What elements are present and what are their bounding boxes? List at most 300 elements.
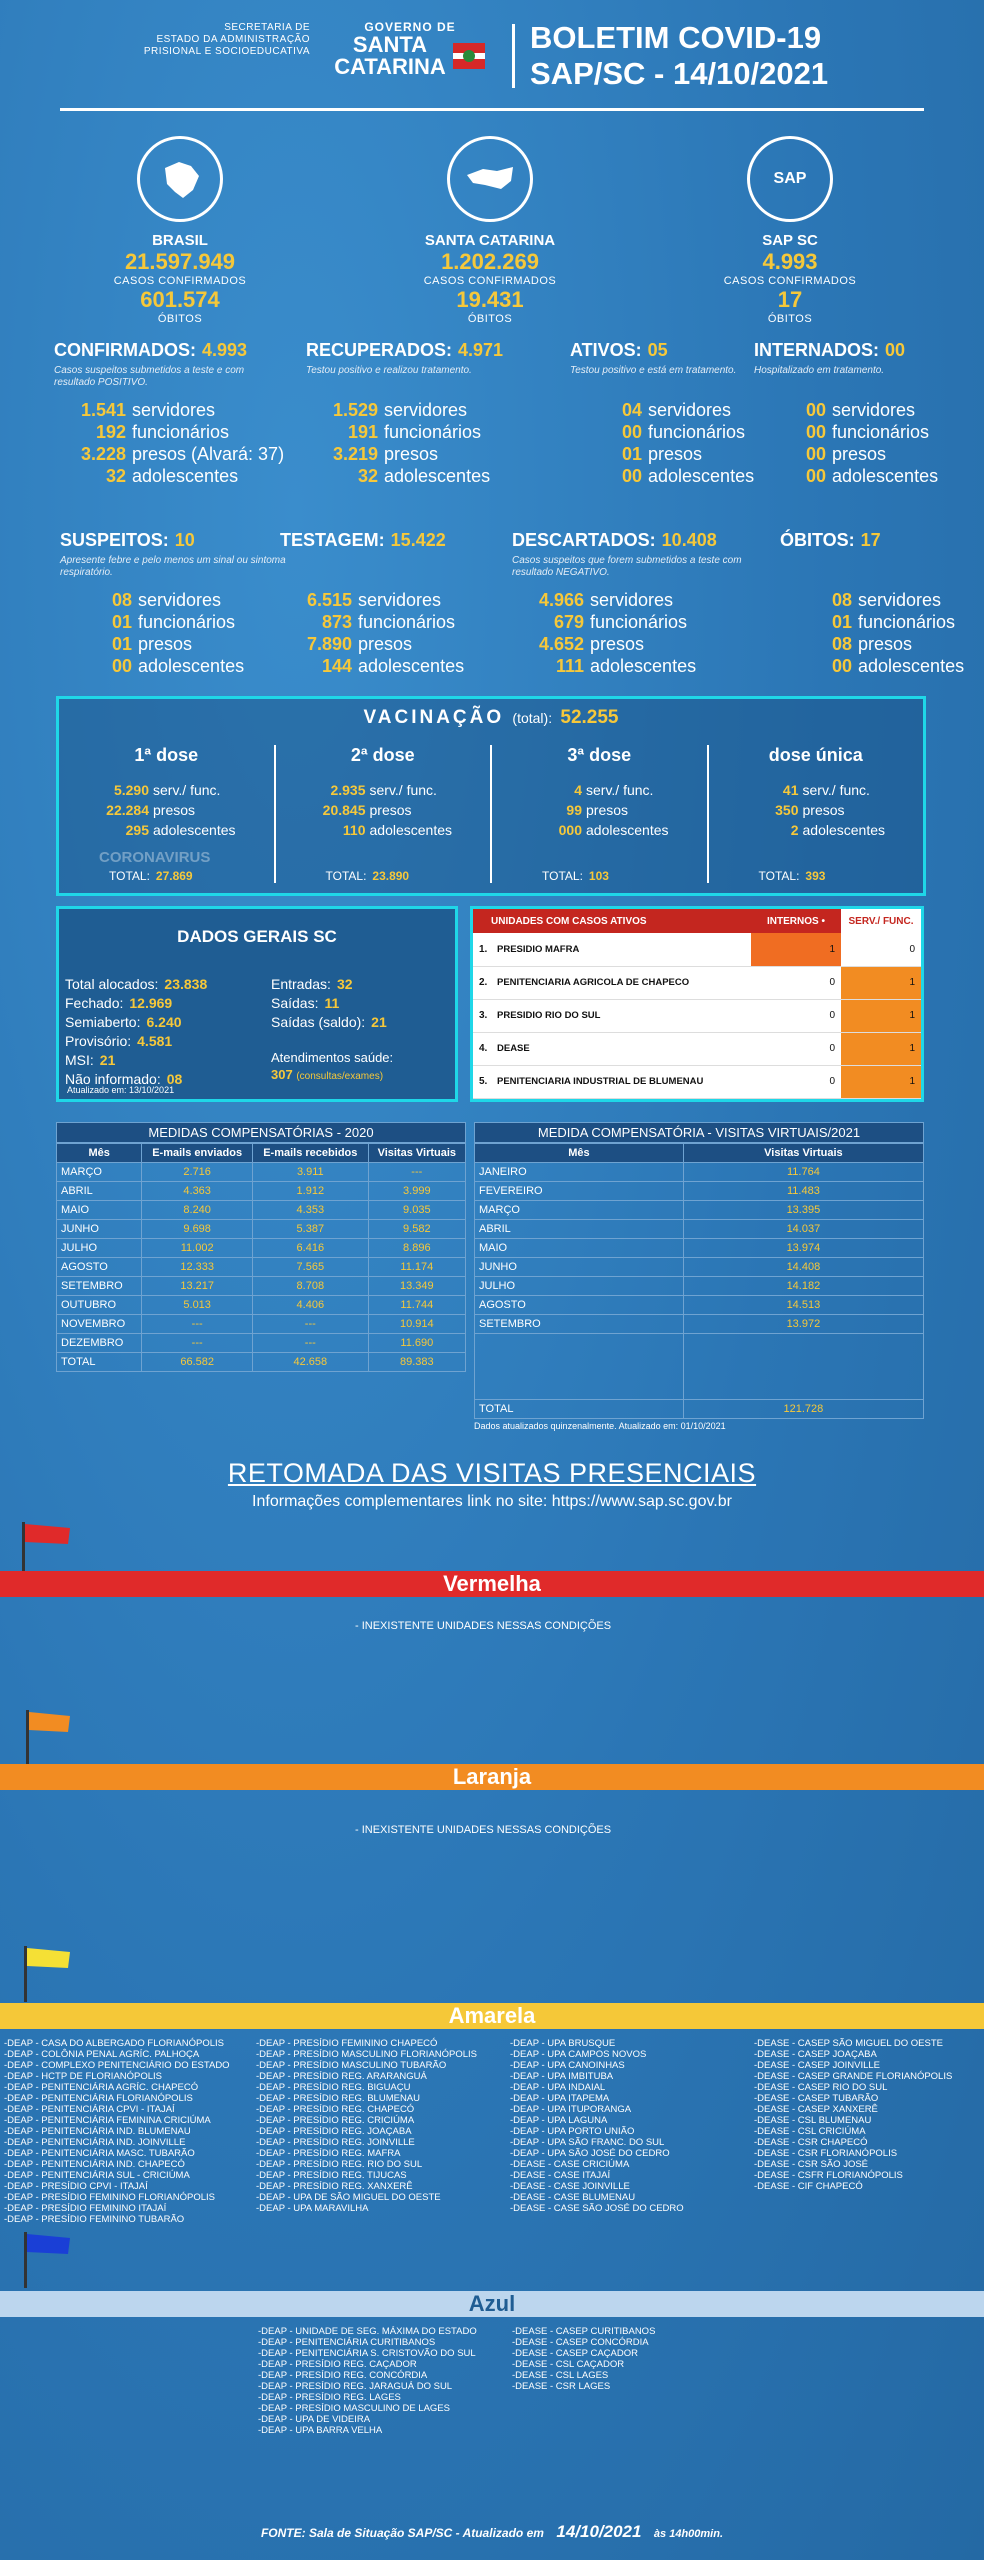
dose-row-label: adolescentes xyxy=(153,822,236,838)
stat-description: Testou positivo e está em tratamento. xyxy=(570,365,737,376)
stat-row-value: 00 xyxy=(621,466,642,486)
logo-top-text: GOVERNO DE xyxy=(364,20,456,34)
dose-column xyxy=(709,745,924,883)
unidade-index: 5. xyxy=(479,1076,488,1087)
dados-gerais-title: DADOS GERAIS SC xyxy=(177,927,337,946)
amarela-list-col4: -DEASE - CASEP SÃO MIGUEL DO OESTE -DEASE - CASEP JOAÇABA -DEASE - CASEP JOINVILLE -DEASE - CASEP GRANDE FLORIANÓPOLIS -DEASE - CASEP RIO DO SUL -DEASE - CASEP TUBARÃO -DEASE - CASEP XANXERÊ -DEASE - CSL BLUMENAU -DEASE - CSL CRICIÚMA -DEASE - CSR CHAPECÓ -DEASE - CSR FLORIANÓPOLIS -DEASE - CSR SÃO JOSÉ -DEASE - CSFR FLORIANÓPOLIS -DEASE - CIF CHAPECÓ xyxy=(754,2038,953,2192)
stat-row-label: funcionários xyxy=(648,422,746,442)
dados-gerais-value: 12.969 xyxy=(129,995,173,1011)
stat-row-label: presos xyxy=(858,634,913,654)
medidas-2020-cell: 10.914 xyxy=(368,1315,465,1334)
internos-header: INTERNOS • xyxy=(767,915,825,927)
dados-gerais-value: 21 xyxy=(371,1014,387,1030)
stat-row-label: servidores xyxy=(648,400,732,420)
dose-name: 1ª dose xyxy=(134,745,199,765)
medidas-2020-row xyxy=(57,1201,466,1220)
medidas-2020-header: Visitas Virtuais xyxy=(368,1144,465,1163)
stat-rows xyxy=(780,589,984,677)
dados-gerais-value: 4.581 xyxy=(137,1033,173,1049)
medida-2021-month: MARÇO xyxy=(475,1201,684,1220)
unidade-row xyxy=(473,933,921,966)
dose-row-value: 5.290 xyxy=(113,782,149,798)
stat-row-label: funcionários xyxy=(590,612,688,632)
sap-logo-icon: SAP xyxy=(747,136,833,222)
stat-title: ÓBITOS: xyxy=(780,530,855,550)
stat-rows xyxy=(754,399,984,487)
stat-row-label: funcionários xyxy=(384,422,482,442)
medida-2021-month: AGOSTO xyxy=(475,1296,684,1315)
stat-row-label: servidores xyxy=(384,400,468,420)
medida-2021-month: SETEMBRO xyxy=(475,1315,684,1334)
stat-row xyxy=(60,655,290,677)
dados-gerais-value: 6.240 xyxy=(146,1014,182,1030)
stat-row xyxy=(60,589,290,611)
stat-row-value: 7.890 xyxy=(306,634,352,654)
stat-row-value: 111 xyxy=(555,656,584,676)
dose-row xyxy=(89,820,274,840)
stat-row-value: 00 xyxy=(805,422,826,442)
medidas-2020-cell: 1.912 xyxy=(252,1182,368,1201)
stat-row xyxy=(54,443,284,465)
medidas-2020-cell: --- xyxy=(252,1334,368,1353)
unidade-row xyxy=(473,1032,921,1065)
stat-rows xyxy=(54,399,284,487)
dose-row-label: adolescentes xyxy=(369,822,453,838)
stat-rows xyxy=(60,589,290,677)
spacer-cell xyxy=(683,1334,923,1400)
stat-row-label: funcionários xyxy=(358,612,456,632)
unidade-index: 4. xyxy=(479,1043,488,1054)
stat-description xyxy=(280,555,510,581)
unidade-serv-func: 1 xyxy=(841,966,921,999)
saude-value: 307 xyxy=(271,1067,293,1082)
medida-2021-month: MAIO xyxy=(475,1239,684,1258)
stat-value: 17 xyxy=(860,530,881,550)
region-cases: 4.993 xyxy=(762,249,818,274)
dose-row xyxy=(739,780,924,800)
dados-gerais-row xyxy=(65,1013,207,1032)
dados-gerais-label: Provisório: xyxy=(65,1033,132,1049)
medida-2021-row xyxy=(475,1201,924,1220)
stat-row-label: presos xyxy=(384,444,439,464)
region-deaths-label: ÓBITOS xyxy=(157,313,203,325)
medidas-2020-cell: 2.716 xyxy=(142,1163,253,1182)
medida-2021-value: 14.037 xyxy=(683,1220,923,1239)
stat-row-value: 4.652 xyxy=(538,634,584,654)
dados-gerais-label: Semiaberto: xyxy=(65,1014,141,1030)
logo-line2: CATARINA xyxy=(334,54,446,79)
dados-gerais-row xyxy=(65,975,207,994)
dados-gerais-row xyxy=(271,975,387,994)
medida-2021-title: MEDIDA COMPENSATÓRIA - VISITAS VIRTUAIS/2021 xyxy=(474,1122,924,1143)
stat-row xyxy=(780,589,984,611)
medidas-2020-cell: 5.013 xyxy=(142,1296,253,1315)
stat-row-value: 00 xyxy=(805,444,826,464)
footer-date: 14/10/2021 xyxy=(556,2522,642,2541)
medidas-2020-cell: --- xyxy=(252,1315,368,1334)
medidas-2020-cell: 3.911 xyxy=(252,1163,368,1182)
medidas-2020-row xyxy=(57,1182,466,1201)
stat-row-label: adolescentes xyxy=(832,466,939,486)
region-cases-label: CASOS CONFIRMADOS xyxy=(423,275,557,287)
medidas-2020-header: E-mails recebidos xyxy=(252,1144,368,1163)
medidas-2020-cell: --- xyxy=(142,1315,253,1334)
unidade-name: PRESIDIO RIO DO SUL xyxy=(497,1010,601,1021)
dose-total xyxy=(542,869,609,883)
medida-2021-row xyxy=(475,1163,924,1182)
medidas-2020-cell: 42.658 xyxy=(252,1353,368,1372)
stat-row xyxy=(306,465,536,487)
coronavirus-watermark: CORONAVIRUS xyxy=(99,849,211,866)
stat-heading xyxy=(280,530,510,551)
stat-row-label: servidores xyxy=(590,590,674,610)
medidas-2020-cell: 4.363 xyxy=(142,1182,253,1201)
footer xyxy=(0,2522,984,2542)
dose-row-label: adolescentes xyxy=(802,822,886,838)
medidas-2020-cell: OUTUBRO xyxy=(57,1296,142,1315)
dose-row-label: presos xyxy=(369,802,412,818)
medidas-2020-header: E-mails enviados xyxy=(142,1144,253,1163)
secretaria-line: PRISIONAL E SOCIOEDUCATIVA xyxy=(143,46,310,57)
medida-2021-month: JUNHO xyxy=(475,1258,684,1277)
stat-row xyxy=(512,633,742,655)
stat-row xyxy=(280,611,510,633)
stat-block xyxy=(512,530,742,677)
stat-row-label: adolescentes xyxy=(858,656,965,676)
dados-gerais-row xyxy=(65,994,207,1013)
dose-rows xyxy=(276,780,491,840)
medidas-2020-cell: 6.416 xyxy=(252,1239,368,1258)
medidas-2020-cell: NOVEMBRO xyxy=(57,1315,142,1334)
medidas-2020-row xyxy=(57,1353,466,1372)
header-divider xyxy=(512,24,515,88)
medida-2021-row xyxy=(475,1258,924,1277)
amarela-list-col3: -DEAP - UPA BRUSQUE -DEAP - UPA CAMPOS NOVOS -DEAP - UPA CANOINHAS -DEAP - UPA IMBITUBA -DEAP - UPA INDAIAL -DEAP - UPA ITAPEMA -DEAP - UPA ITUPORANGA -DEAP - UPA LAGUNA -DEAP - UPA PORTO UNIÃO -DEAP - UPA SÃO FRANC. DO SUL -DEAP - UPA SÃO JOSÉ DO CEDRO -DEASE - CASE CRICIÚMA -DEASE - CASE ITAJAÍ -DEASE - CASE JOINVILLE -DEASE - CASE BLUMENAU -DEASE - CASE SÃO JOSÉ DO CEDRO xyxy=(510,2038,684,2214)
medidas-2020-cell: MARÇO xyxy=(57,1163,142,1182)
medida-2021-row xyxy=(475,1315,924,1334)
medida-2021-row xyxy=(475,1277,924,1296)
medida-2021-total-label: TOTAL xyxy=(475,1400,684,1419)
stat-title: SUSPEITOS: xyxy=(60,530,169,550)
stat-value: 10 xyxy=(174,530,195,550)
dose-column xyxy=(492,745,709,883)
dose-row-label: presos xyxy=(586,802,629,818)
stat-description: Casos suspeitos submetidos a teste e com resultado POSITIVO. xyxy=(54,365,245,388)
medida-2021-value: 11.764 xyxy=(683,1163,923,1182)
medida-2021-month: JULHO xyxy=(475,1277,684,1296)
medida-2021-spacer xyxy=(475,1334,924,1400)
stat-row-value: 08 xyxy=(111,590,132,610)
stat-row xyxy=(512,611,742,633)
region-name: BRASIL xyxy=(152,232,208,249)
medida-2021-row xyxy=(475,1296,924,1315)
dose-row-value: 2 xyxy=(790,822,799,838)
stat-row-value: 01 xyxy=(111,612,132,632)
dados-gerais-updated: Atualizado em: 13/10/2021 xyxy=(67,1085,175,1095)
medida-2021-note: Dados atualizados quinzenalmente. Atualizado em: 01/10/2021 xyxy=(474,1421,726,1431)
stat-row xyxy=(54,421,284,443)
dose-row xyxy=(306,800,491,820)
stat-description xyxy=(780,555,984,581)
medidas-2020-cell: 4.406 xyxy=(252,1296,368,1315)
unidade-serv-func: 1 xyxy=(841,1065,921,1098)
stat-block xyxy=(754,340,984,487)
stat-value: 00 xyxy=(885,340,906,360)
medidas-2020-cell: 11.690 xyxy=(368,1334,465,1353)
stat-description: Testou positivo e realizou tratamento. xyxy=(306,365,472,376)
stat-heading xyxy=(754,340,984,361)
stat-row-label: adolescentes xyxy=(132,466,239,486)
stat-row-value: 01 xyxy=(621,444,642,464)
unidade-internos: 0 xyxy=(829,1010,835,1021)
stat-row xyxy=(512,589,742,611)
stat-row xyxy=(54,465,284,487)
region-brasil xyxy=(70,136,290,325)
unidade-internos: 1 xyxy=(751,933,841,966)
stat-row-value: 00 xyxy=(805,466,826,486)
dados-gerais-value: 11 xyxy=(324,995,340,1011)
stat-row-value: 00 xyxy=(111,656,132,676)
orange-flag-icon xyxy=(18,1708,74,1768)
unidade-name: PENITENCIARIA INDUSTRIAL DE BLUMENAU xyxy=(497,1076,704,1087)
medida-2021-table xyxy=(474,1122,924,1431)
dados-gerais-label: Fechado: xyxy=(65,995,124,1011)
region-name: SANTA CATARINA xyxy=(424,232,556,249)
stat-row-label: adolescentes xyxy=(590,656,697,676)
stat-row-value: 144 xyxy=(321,656,352,676)
stat-row xyxy=(754,421,984,443)
stat-rows xyxy=(306,399,536,487)
stat-row-value: 01 xyxy=(111,634,132,654)
stat-row-label: presos xyxy=(832,444,887,464)
medida-2021-value: 14.513 xyxy=(683,1296,923,1315)
unidade-index: 3. xyxy=(479,1010,488,1021)
azul-list-col1: -DEAP - UNIDADE DE SEG. MÁXIMA DO ESTADO -DEAP - PENITENCIÁRIA CURITIBANOS -DEAP - PENITENCIÁRIA S. CRISTOVÃO DO SUL -DEAP - PRESÍDIO REG. CAÇADOR -DEAP - PRESÍDIO REG. CONCÓRDIA -DEAP - PRESÍDIO REG. JARAGUÁ DO SUL -DEAP - PRESÍDIO REG. LAGES -DEAP - PRESÍDIO MASCULINO DE LAGES -DEAP - UPA DE VIDEIRA -DEAP - UPA BARRA VELHA xyxy=(258,2326,477,2436)
medida-2021-month: FEVEREIRO xyxy=(475,1182,684,1201)
unidade-serv-func: 0 xyxy=(909,943,915,955)
medida-2021-value: 14.182 xyxy=(683,1277,923,1296)
unidades-header: UNIDADES COM CASOS ATIVOS xyxy=(491,915,647,927)
unidade-internos: 0 xyxy=(829,1076,835,1087)
stat-row xyxy=(306,421,536,443)
stat-row xyxy=(54,399,284,421)
medidas-2020-cell: ABRIL xyxy=(57,1182,142,1201)
medidas-2020-cell: 11.744 xyxy=(368,1296,465,1315)
dose-row xyxy=(89,800,274,820)
stat-row xyxy=(60,611,290,633)
medidas-2020-cell: --- xyxy=(368,1163,465,1182)
dose-row xyxy=(739,820,924,840)
dados-gerais-label: Saídas: xyxy=(271,995,319,1011)
stat-row-value: 3.228 xyxy=(80,444,126,464)
dose-name: 2ª dose xyxy=(350,745,415,765)
unidades-casos-ativos-table xyxy=(470,906,924,1102)
stat-row-value: 01 xyxy=(831,612,852,632)
blue-flag-icon xyxy=(18,2230,74,2290)
dose-row xyxy=(522,780,707,800)
dose-row-value: 000 xyxy=(558,822,582,838)
unidade-name: PENITENCIARIA AGRICOLA DE CHAPECO xyxy=(497,977,690,988)
medidas-2020-cell: TOTAL xyxy=(57,1353,142,1372)
dose-total-value: 27.869 xyxy=(155,869,193,883)
dados-gerais-label: Não informado: xyxy=(65,1071,161,1087)
stat-description: Apresente febre e pelo menos um sinal ou sintoma respiratório. xyxy=(60,555,286,578)
stat-row-value: 3.219 xyxy=(332,444,378,464)
stat-row xyxy=(60,633,290,655)
dados-gerais-row xyxy=(271,994,387,1013)
medidas-2020-cell: 11.174 xyxy=(368,1258,465,1277)
dados-gerais-value: 08 xyxy=(166,1071,183,1087)
secretaria-line: SECRETARIA DE xyxy=(224,22,310,33)
medidas-2020-header: Mês xyxy=(57,1144,142,1163)
stat-row-label: presos xyxy=(590,634,645,654)
medida-2021-value: 14.408 xyxy=(683,1258,923,1277)
region-deaths-label: ÓBITOS xyxy=(467,313,513,325)
stat-row-label: servidores xyxy=(358,590,442,610)
header-rule xyxy=(60,108,924,111)
dose-total-value: 103 xyxy=(588,869,609,883)
medidas-2020-cell: 7.565 xyxy=(252,1258,368,1277)
stat-value: 05 xyxy=(647,340,668,360)
region-deaths: 19.431 xyxy=(456,287,524,312)
stat-row xyxy=(280,633,510,655)
stat-row-value: 1.529 xyxy=(332,400,378,420)
stat-row-label: adolescentes xyxy=(358,656,465,676)
dose-total-value: 23.890 xyxy=(372,869,410,883)
stat-block xyxy=(780,530,984,677)
dose-row-value: 99 xyxy=(566,802,582,818)
vaccination-total-label: (total): xyxy=(512,710,553,726)
medidas-2020-row xyxy=(57,1277,466,1296)
stat-row-value: 08 xyxy=(831,590,852,610)
dose-row-value: 4 xyxy=(574,782,582,798)
stat-row-label: adolescentes xyxy=(138,656,245,676)
dose-row xyxy=(89,780,274,800)
laranja-band: Laranja xyxy=(0,1764,984,1790)
medidas-2020-table xyxy=(56,1122,466,1372)
stat-block xyxy=(60,530,290,677)
medidas-2020-row xyxy=(57,1163,466,1182)
stat-row-value: 873 xyxy=(321,612,352,632)
medidas-2020-cell: 3.999 xyxy=(368,1182,465,1201)
stat-row-label: presos xyxy=(648,444,703,464)
stat-row-label: funcionários xyxy=(858,612,956,632)
dados-gerais-label: Total alocados: xyxy=(65,976,159,992)
stat-title: ATIVOS: xyxy=(570,340,642,360)
medida-2021-total-row xyxy=(475,1400,924,1419)
dose-name: 3ª dose xyxy=(567,745,632,765)
stat-row-value: 04 xyxy=(621,400,642,420)
dose-column xyxy=(276,745,493,883)
medida-2021-total: 121.728 xyxy=(683,1400,923,1419)
dose-rows xyxy=(59,780,274,840)
vaccination-total: 52.255 xyxy=(560,707,619,728)
medidas-2020-row xyxy=(57,1220,466,1239)
unidade-name: DEASE xyxy=(497,1043,530,1054)
amarela-list-col2: -DEAP - PRESÍDIO FEMININO CHAPECÓ -DEAP - PRESÍDIO MASCULINO FLORIANÓPOLIS -DEAP - PRESÍDIO MASCULINO TUBARÃO -DEAP - PRESÍDIO REG. ARARANGUÁ -DEAP - PRESÍDIO REG. BIGUAÇU -DEAP - PRESÍDIO REG. BLUMENAU -DEAP - PRESÍDIO REG. CHAPECÓ -DEAP - PRESÍDIO REG. CRICIÚMA -DEAP - PRESÍDIO REG. JOAÇABA -DEAP - PRESÍDIO REG. JOINVILLE -DEAP - PRESÍDIO REG. MAFRA -DEAP - PRESÍDIO REG. RIO DO SUL -DEAP - PRESÍDIO REG. TIJUCAS -DEAP - PRESÍDIO REG. XANXERÊ -DEAP - UPA DE SÃO MIGUEL DO OESTE -DEAP - UPA MARAVILHA xyxy=(256,2038,478,2214)
stat-rows xyxy=(280,589,510,677)
logo-line1: SANTA xyxy=(352,32,428,57)
unidade-name: PRESIDIO MAFRA xyxy=(497,943,580,955)
brazil-map-icon xyxy=(137,136,223,222)
dose-row-value: 295 xyxy=(125,822,149,838)
dose-row-label: serv./ func. xyxy=(586,782,654,798)
vermelha-text: - INEXISTENTE UNIDADES NESSAS CONDIÇÕES xyxy=(355,1620,612,1632)
stat-row xyxy=(754,465,984,487)
region-cases: 1.202.269 xyxy=(441,249,539,274)
region-cases-label: CASOS CONFIRMADOS xyxy=(113,275,247,287)
medidas-2020-cell: JUNHO xyxy=(57,1220,142,1239)
stat-row xyxy=(280,589,510,611)
medidas-2020-row xyxy=(57,1258,466,1277)
region-deaths: 601.574 xyxy=(140,287,220,312)
amarela-list-col1: -DEAP - CASA DO ALBERGADO FLORIANÓPOLIS -DEAP - COLÔNIA PENAL AGRÍC. PALHOÇA -DEAP - COMPLEXO PENITENCIÁRIO DO ESTADO -DEAP - HCTP DE FLORIANÓPOLIS -DEAP - PENITENCIÁRIA AGRÍC. CHAPECÓ -DEAP - PENITENCIÁRIA FLORIANÓPOLIS -DEAP - PENITENCIÁRIA CPVI - ITAJAÍ -DEAP - PENITENCIÁRIA FEMININA CRICIÚMA -DEAP - PENITENCIÁRIA IND. BLUMENAU -DEAP - PENITENCIÁRIA IND. JOINVILLE -DEAP - PENITENCIÁRIA MASC. TUBARÃO -DEAP - PENITENCIÁRIA IND. CHAPECÓ -DEAP - PENITENCIÁRIA SUL - CRICIÚMA -DEAP - PRESÍDIO CPVI - ITAJAÍ -DEAP - PRESÍDIO FEMININO FLORIANÓPOLIS -DEAP - PRESÍDIO FEMININO ITAJAÍ -DEAP - PRESÍDIO FEMININO TUBARÃO xyxy=(4,2038,230,2225)
footer-fonte: FONTE: Sala de Situação SAP/SC - Atualizado em xyxy=(260,2526,544,2540)
dados-gerais-label: MSI: xyxy=(65,1052,94,1068)
medida-2021-value: 13.395 xyxy=(683,1201,923,1220)
medida-2021-row xyxy=(475,1182,924,1201)
stat-row-value: 679 xyxy=(553,612,584,632)
medidas-2020-cell: 8.708 xyxy=(252,1277,368,1296)
dose-total-label: TOTAL: xyxy=(542,869,583,883)
stat-row-value: 191 xyxy=(347,422,378,442)
stat-row-label: presos xyxy=(138,634,193,654)
dose-row-value: 2.935 xyxy=(330,782,366,798)
dose-row xyxy=(739,800,924,820)
stat-row xyxy=(780,633,984,655)
dose-name: dose única xyxy=(768,745,863,765)
stat-row-value: 32 xyxy=(357,466,378,486)
dose-row-label: presos xyxy=(802,802,845,818)
stat-block xyxy=(280,530,510,677)
dose-row-label: serv./ func. xyxy=(802,782,870,798)
medidas-2020-cell: MAIO xyxy=(57,1201,142,1220)
dados-gerais-row xyxy=(65,1051,207,1070)
dose-rows xyxy=(492,780,707,840)
stat-row-label: servidores xyxy=(858,590,942,610)
medida-2021-row xyxy=(475,1239,924,1258)
stat-row-value: 1.541 xyxy=(80,400,126,420)
stat-row xyxy=(780,611,984,633)
azul-list-col2: -DEASE - CASEP CURITIBANOS -DEASE - CASEP CONCÓRDIA -DEASE - CASEP CAÇADOR -DEASE - CSL CAÇADOR -DEASE - CSL LAGES -DEASE - CSR LAGES xyxy=(512,2326,656,2392)
dados-gerais-value: 32 xyxy=(336,976,353,992)
medida-2021-month: ABRIL xyxy=(475,1220,684,1239)
dose-total-value: 393 xyxy=(805,869,826,883)
unidade-internos: 0 xyxy=(829,977,835,988)
medidas-2020-cell: 11.002 xyxy=(142,1239,253,1258)
dados-gerais-value: 21 xyxy=(99,1052,116,1068)
region-cases: 21.597.949 xyxy=(124,249,236,274)
secretaria-line: ESTADO DA ADMINISTRAÇÃO xyxy=(156,34,310,45)
stat-title: INTERNADOS: xyxy=(754,340,879,360)
dose-row-value: 20.845 xyxy=(322,802,366,818)
dose-rows xyxy=(709,780,924,840)
dose-row-value: 350 xyxy=(775,802,799,818)
saude-label: Atendimentos saúde: xyxy=(271,1050,394,1065)
stat-row-value: 00 xyxy=(831,656,852,676)
stat-heading xyxy=(306,340,536,361)
dados-gerais-panel xyxy=(56,906,458,1102)
dose-total xyxy=(326,869,410,883)
dose-row-label: presos xyxy=(153,802,196,818)
unidade-internos: 0 xyxy=(829,1043,835,1054)
dados-gerais-row xyxy=(65,1032,207,1051)
stat-description: Casos suspeitos que forem submetidos a teste com resultado NEGATIVO. xyxy=(512,555,742,578)
stat-row xyxy=(780,655,984,677)
retomada-section xyxy=(0,1458,984,1511)
dose-row-value: 110 xyxy=(342,822,366,838)
stat-block xyxy=(54,340,284,487)
